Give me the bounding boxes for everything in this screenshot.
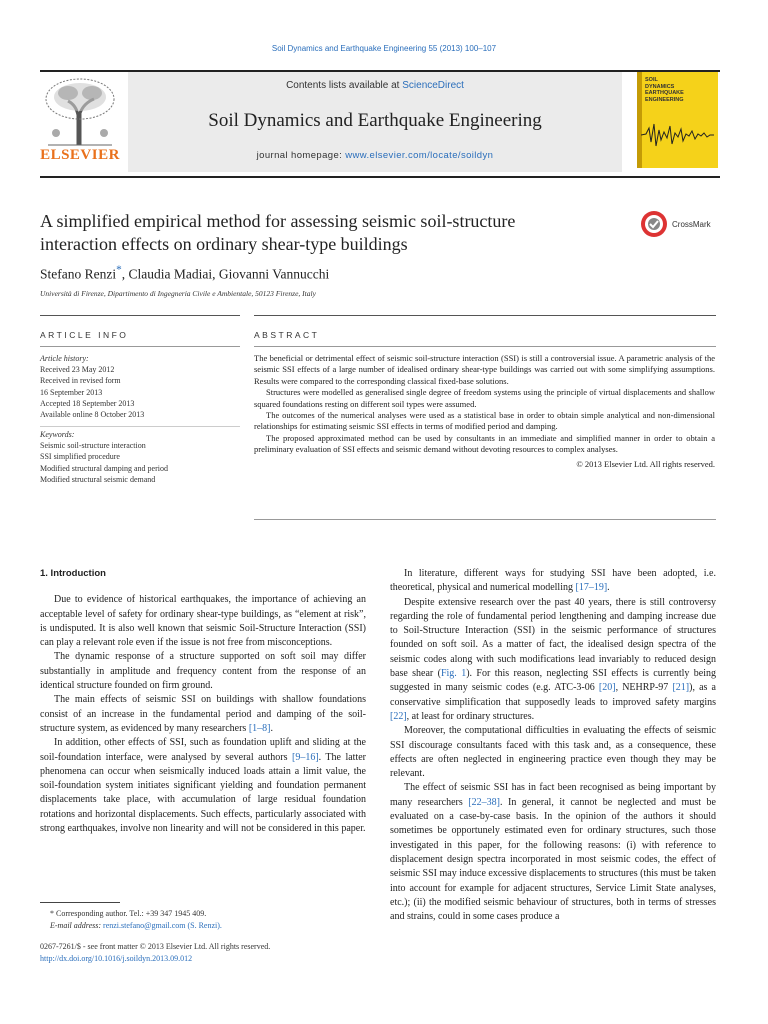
body-column-right — [390, 567, 716, 924]
author-list — [40, 264, 329, 283]
body-paragraph — [390, 596, 716, 725]
text-run: In addition, other effects of SSI, such as foundation uplift and sliding at the soil-foundation interface, were analysed by several authors — [40, 737, 366, 763]
text-run: . The latter phenomena can occur when seismically induced loads attain a limit value, the soil-foundation system initiates significant yielding and foundation permanent displacements take place, with accumulation of large residual foundation rotations and horizontal displacements. Such effects, particularly associated with strong earthquakes, involve non linearity and will not be considered in this paper. — [40, 751, 366, 835]
history-label: Article history: — [40, 354, 89, 363]
doi-link[interactable]: http://dx.doi.org/10.1016/j.soildyn.2013.09.012 — [40, 953, 193, 963]
text-run: , at least for ordinary structures. — [406, 710, 535, 722]
body-paragraph — [40, 736, 366, 836]
crossmark-label: CrossMark — [672, 219, 711, 229]
text-run: ). For this reason, neglecting SSI effects is currently being suggested in many seismic codes (e.g. ATC-3-06 — [390, 668, 716, 694]
keywords-label: Keywords: — [40, 430, 75, 439]
journal-name: Soil Dynamics and Earthquake Engineering — [208, 110, 542, 131]
text-run: ), as a conservative simplification that supposedly leads to improved safety margins — [390, 682, 716, 708]
keyword-item: Modified structural damping and period — [40, 463, 168, 473]
article-info-subrule — [40, 346, 240, 347]
body-paragraph: Due to evidence of historical earthquakes, the importance of achieving an acceptable level of safety for ordinary shear-type buildings, as “element at risk”, is undisputed. It is also well known that seismic Soil-Structure Interaction (SSI) can play a relevant role even if the issue is not free from misconceptions. — [40, 594, 366, 649]
keywords — [40, 429, 240, 485]
figure-link[interactable]: Fig. 1 — [440, 668, 467, 680]
abstract-rule-top — [254, 315, 716, 316]
paper-title-line: interaction effects on ordinary shear-type buildings — [40, 234, 408, 254]
corresponding-author-note: * Corresponding author. Tel.: +39 347 1945 409. — [50, 909, 207, 918]
section-heading: 1. Introduction — [40, 568, 106, 579]
homepage-prefix: journal homepage: — [256, 150, 346, 161]
history-item: Received in revised form — [40, 376, 121, 386]
abstract-paragraph: The beneficial or detrimental effect of seismic soil-structure interaction (SSI) is still a controversial issue. A parametric analysis of the seismic SSI effects of a large number of idealised ordinary shear-type buildings was carried out with some simplifying assumptions. Results were compared to the corresponding classical fixed-base solutions. — [254, 353, 715, 386]
email-label: E-mail address: — [50, 920, 104, 930]
crossmark-badge[interactable] — [640, 210, 711, 238]
citation-link[interactable]: [22–38] — [468, 796, 500, 808]
citation-link[interactable]: [1–8] — [248, 722, 271, 734]
copyright-line: © 2013 Elsevier Ltd. All rights reserved. — [576, 458, 715, 469]
cover-title-line: SOIL — [645, 77, 658, 83]
text-run: The effect of seismic SSI has in fact been recognised as being important by many researchers — [390, 782, 716, 808]
journal-cover-image[interactable] — [637, 72, 718, 168]
abstract-rule-bottom — [254, 519, 716, 520]
footnote-rule — [40, 902, 120, 903]
contents-prefix: Contents lists available at — [286, 80, 403, 91]
history-item: Received 23 May 2012 — [40, 365, 115, 375]
body-paragraph: The dynamic response of a structure supported on soft soil may differ substantially in amplitude and frequency content from the response of an identical structure founded on firm ground. — [40, 651, 366, 692]
citation-link[interactable]: [9–16] — [291, 751, 319, 763]
citation-link[interactable]: [22] — [390, 710, 407, 722]
footnote — [50, 908, 222, 931]
seismogram-icon — [641, 120, 714, 150]
issn-block — [40, 941, 270, 964]
email-line — [50, 920, 222, 932]
elsevier-wordmark: ELSEVIER — [40, 147, 120, 163]
article-info-rule — [40, 315, 240, 316]
citation-link[interactable]: [21] — [672, 682, 690, 694]
keyword-item: Seismic soil-structure interaction — [40, 441, 146, 451]
keyword-item: Modified structural seismic demand — [40, 474, 156, 484]
body-paragraph — [390, 781, 716, 924]
abstract-paragraph: The outcomes of the numerical analyses were used as a statistical base in order to obtain simple analytical and non-dimensional relationships for estimating seismic SSI effects in terms of modified period and damping. — [254, 410, 715, 432]
homepage-line — [128, 150, 622, 161]
keywords-rule — [40, 426, 240, 427]
body-column-left — [40, 567, 366, 836]
text-run: In literature, different ways for studying SSI have been adopted, i.e. theoretical, physical and numerical modelling — [390, 568, 716, 594]
keyword-item: SSI simplified procedure — [40, 452, 120, 462]
history-item: 16 September 2013 — [40, 387, 103, 397]
affiliation: Università di Firenze, Dipartimento di Ingegneria Civile e Ambientale, 50123 Firenze, Italy — [40, 289, 316, 298]
crossmark-icon — [640, 210, 668, 238]
cover-title-line: DYNAMICS — [645, 83, 675, 90]
abstract-subrule — [254, 346, 716, 347]
text-run: Despite extensive research over the past 40 years, there is still controversy regarding the role of fundamental period lengthening and damping increase due to Soil-Structure Interaction (SSI) in the seismic performance of structures founded on soft soil. As a matter of fact, the idealised design spectra of the seismic codes along with such modifications lead invariably to reduced design base shear ( — [390, 596, 716, 680]
citation-link[interactable]: [20] — [598, 682, 616, 694]
contents-line — [128, 80, 622, 91]
corresponding-author-mark[interactable]: * — [116, 264, 122, 276]
abstract-body — [254, 353, 715, 470]
cover-title-line: ENGINEERING — [645, 96, 684, 103]
masthead-bottom-rule — [40, 176, 720, 178]
abstract-heading: ABSTRACT — [254, 330, 320, 340]
text-run: . In general, it cannot be neglected and must be evaluated on a case-by-case basis. In the opinion of the authors it should sometimes be opportunely estimated even for ordinary structures, such those investigated in this paper, for the following reasons: (i) with reference to displacement design spectra incorporated in most seismic codes, the effect of seismic SSI may induce excessive displacements to structures (this must be taken into account for example for adjacent structures, Service Limit State analyses, etc.); (ii) the modified seismic behaviour of structures, both in terms of stresses and strains, could in some cases produce a — [390, 796, 716, 923]
cover-title-line: EARTHQUAKE — [645, 90, 684, 96]
text-run: , NEHRP-97 — [615, 682, 673, 694]
cover-title — [645, 77, 684, 103]
history-item: Accepted 18 September 2013 — [40, 398, 135, 408]
text-run: . — [607, 582, 610, 594]
article-history — [40, 353, 240, 420]
citation-link[interactable]: [17–19] — [575, 582, 608, 594]
abstract-paragraph: The proposed approximated method can be used by consultants in an immediate and simplified manner in order to obtain a preliminary evaluation of SSI effects and seismic demand without devoting resources to complex analyses. — [254, 432, 715, 455]
author-names: , Claudia Madiai, Giovanni Vannucchi — [121, 266, 330, 282]
body-paragraph — [40, 693, 366, 736]
abstract-paragraph: Structures were modelled as generalised single degree of freedom systems using the principle of virtual displacements and shallow squared foundations resting on different soil types were assumed. — [254, 387, 715, 409]
history-item: Available online 8 October 2013 — [40, 410, 145, 420]
article-info-heading: ARTICLE INFO — [40, 330, 129, 340]
issn-line: 0267-7261/$ - see front matter © 2013 Elsevier Ltd. All rights reserved. — [40, 942, 271, 951]
text-run: The main effects of seismic SSI on buildings with shallow foundations consist of an increase in the fundamental period and damping of the soil-structure system, as evidenced by many researchers — [40, 694, 366, 734]
homepage-link[interactable]: www.elsevier.com/locate/soildyn — [345, 150, 494, 161]
elsevier-tree-icon — [38, 75, 122, 147]
text-run: . — [270, 722, 273, 734]
elsevier-logo[interactable] — [38, 75, 122, 167]
body-paragraph — [390, 567, 716, 596]
author-name[interactable]: Stefano Renzi — [40, 266, 117, 282]
paper-title — [40, 210, 620, 256]
sciencedirect-link[interactable]: ScienceDirect — [402, 80, 464, 91]
paper-title-line: A simplified empirical method for assessing seismic soil-structure — [40, 211, 516, 231]
email-link[interactable]: renzi.stefano@gmail.com (S. Renzi). — [103, 920, 222, 930]
journal-masthead — [128, 72, 622, 172]
journal-reference[interactable]: Soil Dynamics and Earthquake Engineering 55 (2013) 100–107 — [271, 44, 497, 53]
body-paragraph: Moreover, the computational difficulties in evaluating the effects of seismic SSI discourage consultants faced with this task and, as a consequence, these effects are often neglected in engineering practice even though they may be relevant. — [390, 725, 716, 780]
